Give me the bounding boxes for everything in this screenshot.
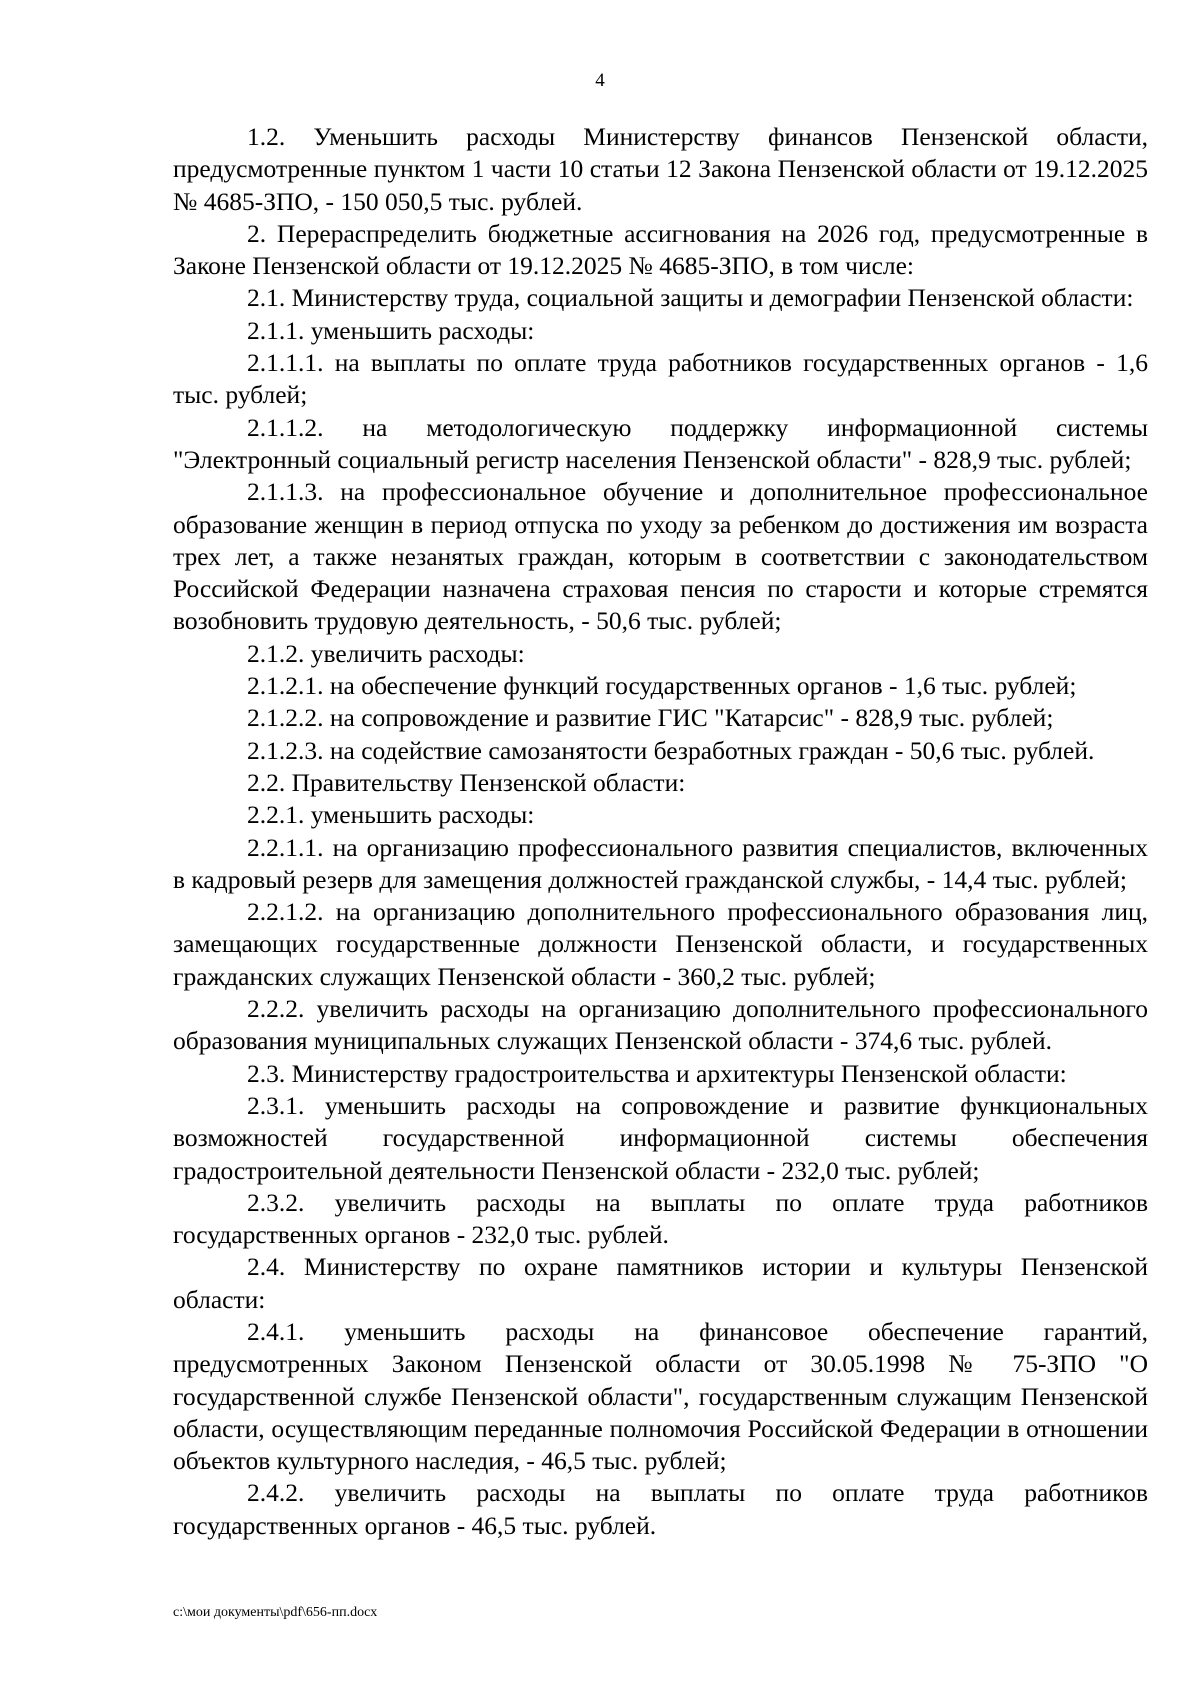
paragraph-2: 2. Перераспределить бюджетные ассигнования на 2026 год, предусмотренные в Законе Пензенской области от 19.12.2025 № 4685-ЗПО, в том числе: — [173, 218, 1148, 281]
paragraph-2-4-1: 2.4.1. уменьшить расходы на финансовое обеспечение гарантий, предусмотренных Законом Пензенской области от 30.05.1998 № 75-ЗПО "О государственной службе Пензенской области", государственным служащим Пензенской области, осуществляющим переданные полномочия Российской Федерации в отношении объектов культурного наследия, - 46,5 тыс. рублей; — [173, 1316, 1148, 1476]
paragraph-1-2: 1.2. Уменьшить расходы Министерству финансов Пензенской области, предусмотренные пунктом 1 части 10 статьи 12 Закона Пензенской области от 19.12.2025 № 4685-ЗПО, - 150 050,5 тыс. рублей. — [173, 122, 1148, 216]
paragraph-2-4: 2.4. Министерству по охране памятников истории и культуры Пензенской области: — [173, 1252, 1148, 1314]
paragraph-2-1-1-2: 2.1.1.2. на методологическую поддержку информационной системы "Электронный социальный регистр населения Пензенской области" - 828,9 тыс. рублей; — [173, 412, 1148, 474]
page-number: 4 — [595, 70, 605, 91]
paragraph-2-1-2-2: 2.1.2.2. на сопровождение и развитие ГИС "Катарсис" - 828,9 тыс. рублей; — [247, 703, 1054, 733]
paragraph-2-2-1: 2.2.1. уменьшить расходы: — [247, 800, 535, 830]
paragraph-2-1: 2.1. Министерству труда, социальной защиты и демографии Пензенской области: — [247, 283, 1134, 313]
paragraph-2-4-2: 2.4.2. увеличить расходы на выплаты по оплате труда работников государственных органов - 46,5 тыс. рублей. — [173, 1478, 1148, 1540]
paragraph-2-1-2-1: 2.1.2.1. на обеспечение функций государственных органов - 1,6 тыс. рублей; — [247, 671, 1077, 701]
paragraph-2-1-1: 2.1.1. уменьшить расходы: — [247, 315, 535, 345]
paragraph-2-2: 2.2. Правительству Пензенской области: — [247, 767, 686, 797]
paragraph-2-1-2: 2.1.2. увеличить расходы: — [247, 638, 525, 668]
paragraph-2-1-1-1: 2.1.1.1. на выплаты по оплате труда работников государственных органов - 1,6 тыс. рублей; — [173, 348, 1148, 410]
paragraph-2-1-1-3: 2.1.1.3. на профессиональное обучение и дополнительное профессиональное образование женщин в период отпуска по уходу за ребенком до достижения им возраста трех лет, а также незанятых граждан, которым в соответствии с законодательством Российской Федерации назначена страховая пенсия по старости и которые стремятся возобновить трудовую деятельность, - 50,6 тыс. рублей; — [173, 477, 1148, 636]
paragraph-2-3: 2.3. Министерству градостроительства и архитектуры Пензенской области: — [247, 1058, 1067, 1088]
paragraph-2-3-1: 2.3.1. уменьшить расходы на сопровождение и развитие функциональных возможностей государственной информационной системы обеспечения градостроительной деятельности Пензенской области - 232,0 тыс. рублей; — [173, 1090, 1148, 1185]
footer-file-path: c:\мои документы\pdf\656-пп.docx — [173, 1605, 378, 1620]
document-body — [173, 121, 1148, 1542]
paragraph-2-2-2: 2.2.2. увеличить расходы на организацию дополнительного профессионального образования муниципальных служащих Пензенской области - 374,6 тыс. рублей. — [173, 994, 1148, 1056]
paragraph-2-2-1-2: 2.2.1.2. на организацию дополнительного профессионального образования лиц, замещающих государственные должности Пензенской области, и государственных гражданских служащих Пензенской области - 360,2 тыс. рублей; — [173, 897, 1148, 991]
paragraph-2-1-2-3: 2.1.2.3. на содействие самозанятости безработных граждан - 50,6 тыс. рублей. — [247, 735, 1095, 765]
paragraph-2-3-2: 2.3.2. увеличить расходы на выплаты по оплате труда работников государственных органов - 232,0 тыс. рублей. — [173, 1187, 1148, 1250]
paragraph-2-2-1-1: 2.2.1.1. на организацию профессионального развития специалистов, включенных в кадровый резерв для замещения должностей гражданской службы, - 14,4 тыс. рублей; — [173, 832, 1148, 894]
